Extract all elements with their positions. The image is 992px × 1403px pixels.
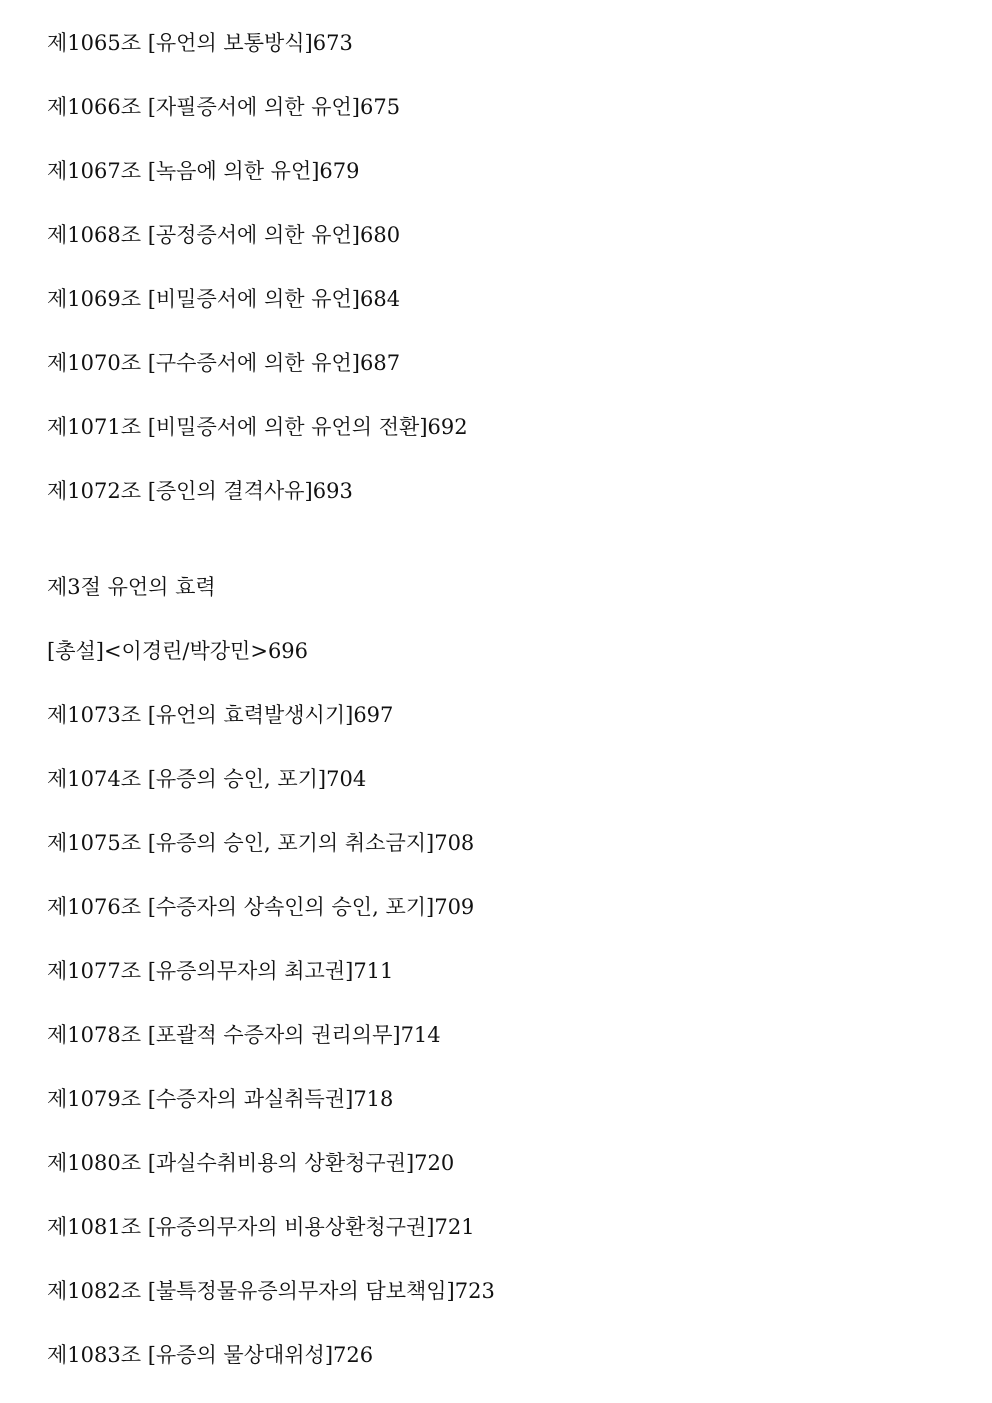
toc-entry-article-1080: 제1080조 [과실수취비용의 상환청구권]720	[47, 1151, 455, 1175]
toc-entry-article-1066: 제1066조 [자필증서에 의한 유언]675	[47, 95, 401, 119]
toc-entry-article-1065: 제1065조 [유언의 보통방식]673	[47, 31, 353, 55]
toc-entry-overview: [총설]<이경린/박강민>696	[47, 639, 309, 663]
toc-entry-article-1072: 제1072조 [증인의 결격사유]693	[47, 479, 353, 503]
toc-entry-article-1076: 제1076조 [수증자의 상속인의 승인, 포기]709	[47, 895, 475, 919]
toc-entry-article-1075: 제1075조 [유증의 승인, 포기의 취소금지]708	[47, 831, 475, 855]
toc-entry-article-1082: 제1082조 [불특정물유증의무자의 담보책임]723	[47, 1279, 495, 1303]
toc-entry-article-1074: 제1074조 [유증의 승인, 포기]704	[47, 767, 367, 791]
toc-entry-article-1073: 제1073조 [유언의 효력발생시기]697	[47, 703, 394, 727]
toc-entry-article-1070: 제1070조 [구수증서에 의한 유언]687	[47, 351, 401, 375]
toc-entry-article-1067: 제1067조 [녹음에 의한 유언]679	[47, 159, 360, 183]
toc-entry-article-1083: 제1083조 [유증의 물상대위성]726	[47, 1343, 374, 1367]
section-heading: 제3절 유언의 효력	[47, 575, 216, 599]
toc-entry-article-1071: 제1071조 [비밀증서에 의한 유언의 전환]692	[47, 415, 468, 439]
toc-entry-article-1081: 제1081조 [유증의무자의 비용상환청구권]721	[47, 1215, 475, 1239]
toc-entry-article-1078: 제1078조 [포괄적 수증자의 권리의무]714	[47, 1023, 441, 1047]
toc-entry-article-1068: 제1068조 [공정증서에 의한 유언]680	[47, 223, 401, 247]
toc-entry-article-1069: 제1069조 [비밀증서에 의한 유언]684	[47, 287, 401, 311]
toc-entry-article-1077: 제1077조 [유증의무자의 최고권]711	[47, 959, 394, 983]
toc-entry-article-1079: 제1079조 [수증자의 과실취득권]718	[47, 1087, 394, 1111]
